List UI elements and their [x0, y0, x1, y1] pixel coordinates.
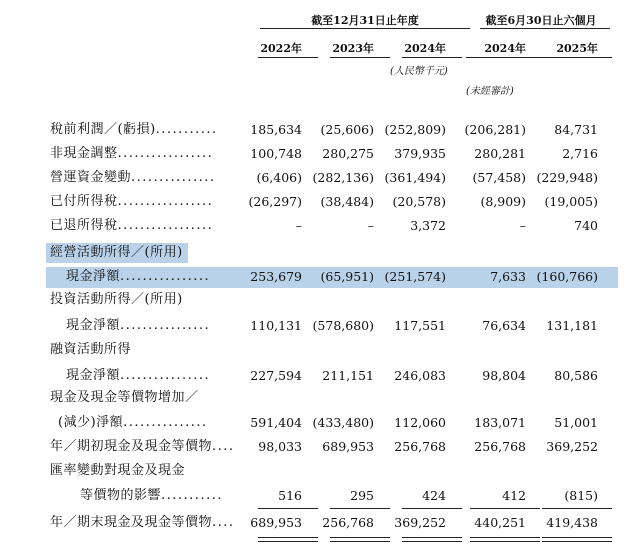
leader-dots: .................	[117, 218, 214, 233]
cell-value: 280,281	[474, 146, 526, 161]
cell-value: 112,060	[394, 415, 446, 430]
year-rule-2023	[330, 57, 390, 58]
cell-value: 76,634	[482, 318, 526, 333]
total-double-rule	[402, 537, 462, 542]
row-label: 融資活動所得	[50, 342, 132, 357]
table-row-heading	[0, 242, 640, 264]
cell-value: 100,748	[250, 146, 302, 161]
cell-value: (815)	[564, 488, 598, 503]
header-group-halfyear: 截至6月30日止六個月	[485, 14, 597, 27]
leader-dots: ...............	[131, 170, 216, 185]
cell-value: –	[295, 218, 302, 233]
year-rule-2025-h1	[542, 57, 612, 58]
row-label: 投資活動所得／(所用)	[50, 292, 183, 307]
cell-value: 369,252	[394, 515, 446, 530]
cell-value: 689,953	[250, 515, 302, 530]
total-double-rule	[258, 537, 318, 542]
cell-value: 2,716	[562, 146, 598, 161]
cell-value: (57,458)	[472, 170, 526, 185]
cell-value: 227,594	[250, 368, 302, 383]
subtotal-rule	[330, 508, 390, 509]
row-label: 已付所得稅	[50, 194, 118, 209]
subtotal-rule	[470, 508, 540, 509]
cell-value: (25,606)	[320, 122, 374, 137]
total-double-rule	[542, 537, 612, 542]
table-row	[0, 315, 640, 337]
cell-value: 369,252	[546, 439, 598, 454]
cell-value: (19,005)	[544, 194, 598, 209]
cell-value: (251,574)	[384, 269, 446, 284]
row-label: 現金及現金等價物增加／	[50, 390, 199, 405]
cell-value: 280,275	[322, 146, 374, 161]
year-rule-2024	[402, 57, 462, 58]
total-double-rule	[470, 537, 540, 542]
row-label: 已退所得稅	[50, 218, 118, 233]
cell-value: 440,251	[474, 515, 526, 530]
cell-value: 211,151	[322, 368, 374, 383]
leader-dots: .................	[117, 146, 214, 161]
cell-value: –	[367, 218, 374, 233]
table-row	[0, 365, 640, 387]
cell-value: 412	[502, 488, 526, 503]
year-2025-h1: 2025年	[556, 42, 598, 55]
year-2024-h1: 2024年	[484, 42, 526, 55]
cell-value: 51,001	[554, 415, 598, 430]
cell-value: (38,484)	[320, 194, 374, 209]
cell-value: 419,438	[546, 515, 598, 530]
cell-value: 740	[574, 218, 598, 233]
cell-value: 84,731	[554, 122, 598, 137]
cell-value: 98,804	[482, 368, 526, 383]
cell-value: 7,633	[490, 269, 526, 284]
leader-dots: ...........	[161, 488, 223, 503]
table-row-heading	[0, 387, 640, 409]
total-double-rule	[330, 537, 390, 542]
cell-value: 3,372	[410, 218, 446, 233]
row-label: (減少)淨額	[58, 415, 124, 430]
cell-value: 379,935	[394, 146, 446, 161]
table-row	[0, 143, 640, 165]
cell-value: 246,083	[394, 368, 446, 383]
row-label: 匯率變動對現金及現金	[50, 463, 186, 478]
table-row-heading	[0, 339, 640, 361]
cell-value: (252,809)	[384, 122, 446, 137]
cell-value: 424	[422, 488, 446, 503]
subtotal-rule	[402, 508, 462, 509]
row-label: 非現金調整	[50, 146, 118, 161]
cell-value: 183,071	[474, 415, 526, 430]
table-row	[0, 167, 640, 189]
cell-value: (65,951)	[320, 269, 374, 284]
row-label: 經營活動所得／(所用)	[50, 245, 183, 260]
cell-value: 689,953	[322, 439, 374, 454]
subtotal-rule	[258, 508, 318, 509]
cell-value: 516	[278, 488, 302, 503]
cell-value: 295	[350, 488, 374, 503]
cell-value: 110,131	[250, 318, 302, 333]
cell-value: 80,586	[554, 368, 598, 383]
row-label: 稅前利潤／(虧損)	[50, 122, 156, 137]
cell-value: 591,404	[250, 415, 302, 430]
header-group-annual-rule	[260, 28, 470, 29]
cell-value: 256,768	[322, 515, 374, 530]
leader-dots: ...........	[155, 122, 218, 137]
cell-value: (160,766)	[536, 269, 598, 284]
cell-value: (282,136)	[312, 170, 374, 185]
row-label: 年／期初現金及現金等價物	[50, 439, 213, 454]
year-rule-2022	[258, 57, 318, 58]
table-row-heading	[0, 289, 640, 311]
leader-dots: ................	[120, 368, 211, 383]
header-group-annual: 截至12月31日止年度	[311, 14, 419, 27]
year-rule-2024-h1	[466, 57, 542, 58]
cell-value: (8,909)	[480, 194, 526, 209]
table-row	[0, 191, 640, 213]
unaudited-note: (未經審計)	[466, 86, 514, 97]
table-row-heading	[0, 460, 640, 482]
cell-value: (206,281)	[464, 122, 526, 137]
leader-dots: ....	[212, 515, 235, 530]
row-label: 現金淨額	[66, 269, 121, 284]
cell-value: 131,181	[546, 318, 598, 333]
leader-dots: .................	[117, 194, 214, 209]
table-row-total	[0, 512, 640, 534]
cell-value: 256,768	[394, 439, 446, 454]
table-row-highlighted	[0, 266, 640, 288]
cell-value: 98,033	[258, 439, 302, 454]
table-row	[0, 412, 640, 434]
cell-value: 185,634	[250, 122, 302, 137]
table-row	[0, 485, 640, 507]
table-row	[0, 119, 640, 141]
header-group-halfyear-rule	[480, 28, 610, 29]
cell-value: (20,578)	[392, 194, 446, 209]
cell-value: (6,406)	[256, 170, 302, 185]
leader-dots: ...............	[123, 415, 208, 430]
leader-dots: ....	[212, 439, 235, 454]
table-row	[0, 215, 640, 237]
cell-value: (433,480)	[312, 415, 374, 430]
cell-value: (26,297)	[248, 194, 302, 209]
year-2022: 2022年	[260, 42, 302, 55]
leader-dots: ................	[120, 318, 211, 333]
cell-value: (361,494)	[384, 170, 446, 185]
row-label: 營運資金變動	[50, 170, 132, 185]
cell-value: (578,680)	[312, 318, 374, 333]
subtotal-rule	[542, 508, 612, 509]
cell-value: –	[519, 218, 526, 233]
unit-note: (人民幣千元)	[390, 66, 448, 77]
year-2024: 2024年	[404, 42, 446, 55]
row-label: 等價物的影響	[80, 488, 162, 503]
table-row	[0, 436, 640, 458]
year-2023: 2023年	[332, 42, 374, 55]
row-label: 現金淨額	[66, 318, 121, 333]
cell-value: 253,679	[250, 269, 302, 284]
leader-dots: ................	[120, 269, 211, 284]
cell-value: (229,948)	[536, 170, 598, 185]
cell-value: 256,768	[474, 439, 526, 454]
cell-value: 117,551	[394, 318, 446, 333]
row-label: 年／期末現金及現金等價物	[50, 515, 213, 530]
row-label: 現金淨額	[66, 368, 121, 383]
